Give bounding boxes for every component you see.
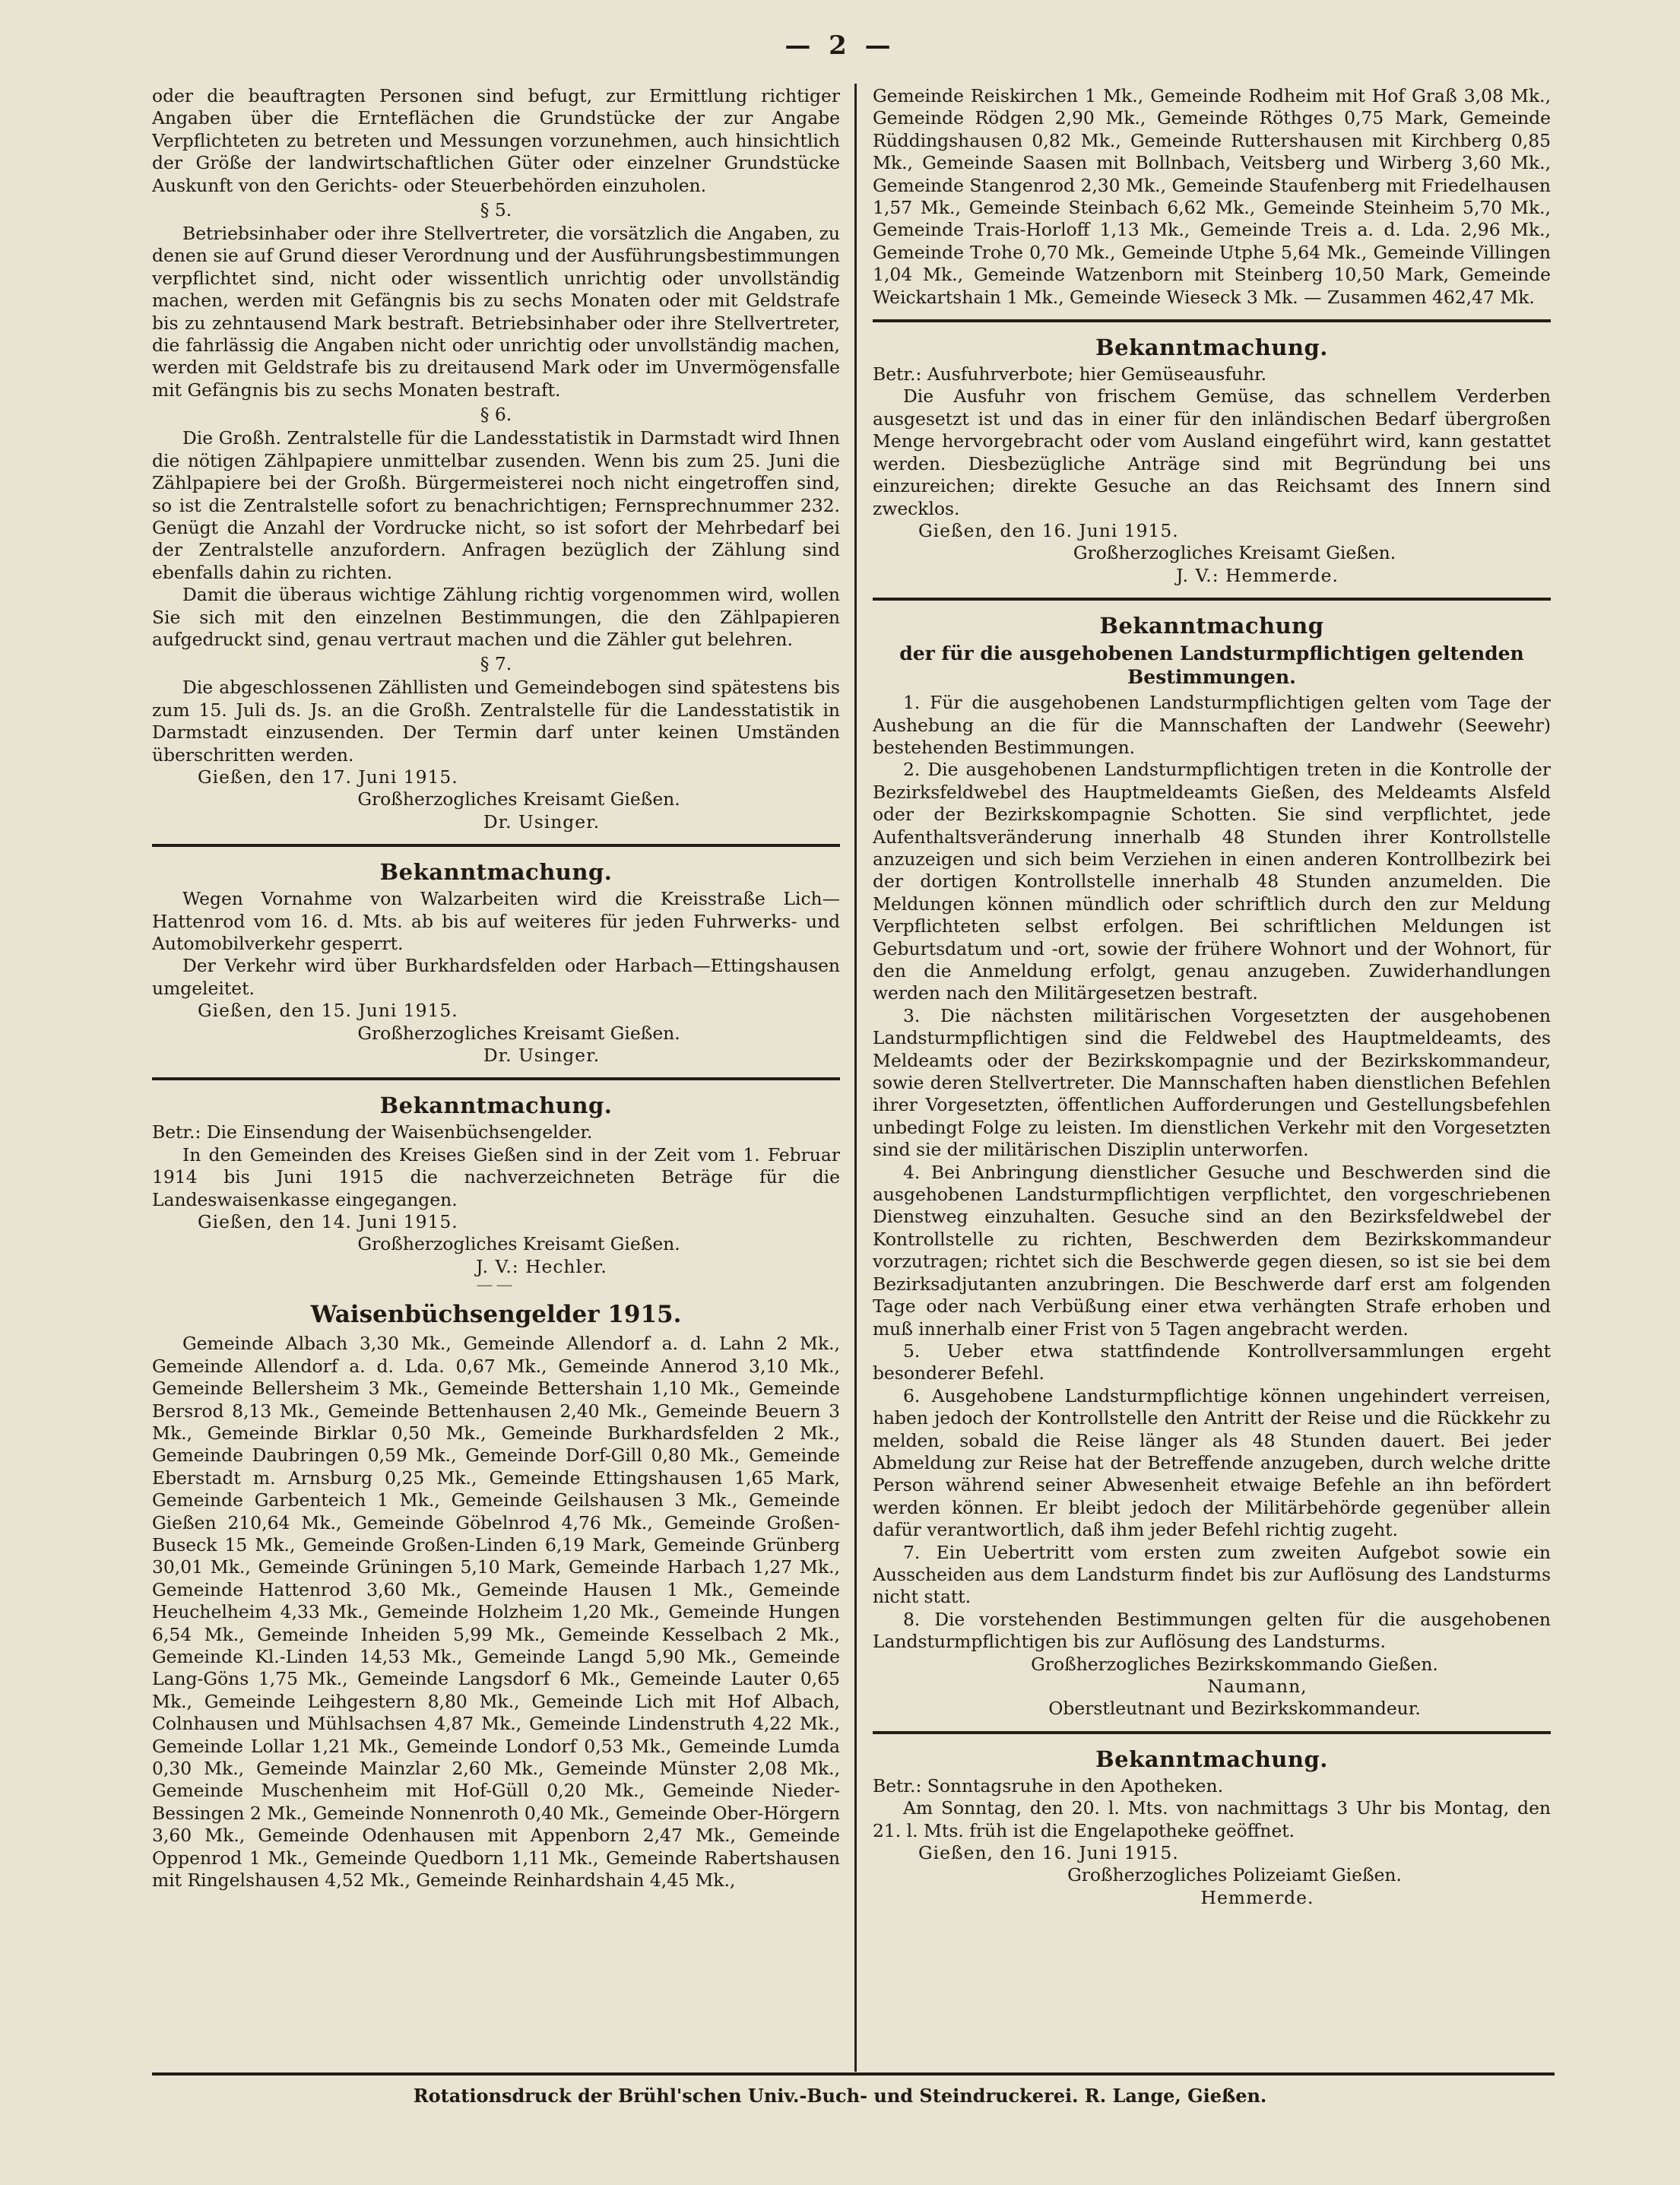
notice-4-signer-title: Oberstleutnant und Bezirkskommandeur. [1048,1698,1421,1720]
section-6-text-2: Damit die überaus wichtige Zählung richtig vorgenommen wird, wollen Sie sich mit den einzelnen Bestimmungen, die den Zählpapieren aufgedruckt sind, genau vertraut machen und die Zähler gut belehren. [152,584,840,650]
notice-5-subject: Betr.: Sonntagsruhe in den Apotheken. [873,1774,1224,1797]
notice-2-heading: Bekanntmachung. [379,1092,613,1119]
orphan-fund-list-continuation: Gemeinde Reiskirchen 1 Mk., Gemeinde Rodheim mit Hof Graß 3,08 Mk., Gemeinde Rödgen 2,90 Mk., Gemeinde Röthges 0,75 Mark, Gemeinde Rüddingshausen 0,82 Mk., Gemeinde Ruttershausen mit Kirchberg 0,85 Mk., Gemeinde Saasen mit Bollnbach, Veitsberg und Wirberg 3,60 Mk., Gemeinde Stangenrod 2,30 Mk., Gemeinde Staufenberg mit Friedelhausen 1,57 Mk., Gemeinde Steinbach 6,62 Mk., Gemeinde Steinheim 5,70 Mk., Gemeinde Trais-Horloff 1,13 Mk., Gemeinde Treis a. d. Lda. 2,96 Mk., Gemeinde Trohe 0,70 Mk., Gemeinde Utphe 5,64 Mk., Gemeinde Villingen 1,04 Mk., Gemeinde Watzenborn mit Steinberg 10,50 Mark, Gemeinde Weickartshain 1 Mk., Gemeinde Wieseck 3 Mk. — Zusammen 462,47 Mk. [873,85,1551,308]
notice-1-text-2: Der Verkehr wird über Burkhardsfelden oder Harbach—Ettingshausen umgeleitet. [152,955,840,999]
footer-rule [152,2072,1555,2076]
notice-4-signer: Naumann, [1207,1676,1308,1697]
notice-5-date: Gießen, den 16. Juni 1915. [918,1842,1179,1864]
separator-rule [873,1731,1551,1734]
section-7-title: § 7. [480,653,512,675]
section-7-office: Großherzogliches Kreisamt Gießen. [357,788,680,810]
notice-4-item-1: 1. Für die ausgehobenen Landsturmpflichtigen gelten vom Tage der Aushebung an die für die Mannschaften der Landwehr (Seewehr) bestehenden Bestimmungen. [873,692,1551,758]
section-4-continuation: oder die beauftragten Personen sind befugt, zur Ermittlung richtiger Angaben über die Ernteflächen die Grundstücke der zur Angabe Verpflichteten zu betreten und Messungen vorzunehmen, auch hinsichtlich der Größe der landwirtschaftlichen Güter oder einzelner Grundstücke Auskunft von den Gerichts- oder Steuerbehörden einzuholen. [152,85,840,196]
section-5-text: Betriebsinhaber oder ihre Stellvertreter, die vorsätzlich die Angaben, zu denen sie auf Grund dieser Verordnung und der Ausführungsbestimmungen verpflichtet sind, nicht oder wissentlich unrichtig oder unvollständig machen, werden mit Gefängnis bis zu sechs Monaten oder mit Geldstrafe bis zu zehntausend Mark bestraft. Betriebsinhaber oder ihre Stellvertreter, die fahrlässig die Angaben nicht oder unrichtig oder unvollständig machen, werden mit Geldstrafe bis zu dreitausend Mark oder im Unvermögensfalle mit Gefängnis bis zu sechs Monaten bestraft. [152,223,840,401]
notice-4-item-7: 7. Ein Uebertritt vom ersten zum zweiten Aufgebot sowie ein Ausscheiden aus dem Landsturm findet bis zur Auflösung des Landsturms nicht statt. [873,1541,1551,1608]
notice-4-item-2: 2. Die ausgehobenen Landsturmpflichtigen treten in die Kontrolle der Bezirksfeldwebel des Hauptmeldeamts Gießen, des Meldeamts Alsfeld oder der Bezirkskompagnie Schotten. Sie sind verpflichtet, jede Aufenthaltsveränderung innerhalb 48 Stunden ihrer Kontrollstelle anzuzeigen und sich beim Verziehen in einen anderen Kontrollbezirk bei der dortigen Kontrollstelle innerhalb 48 Stunden anzumelden. Die Meldungen können mündlich oder schriftlich durch den zur Meldung Verpflichteten selbst erfolgen. Bei schriftlichen Meldungen ist Geburtsdatum und -ort, sowie der frühere Wohnort und der Wohnort, für den die Anmeldung erfolgt, genau anzugeben. Zuwiderhandlungen werden nach den Militärgesetzen bestraft. [873,759,1551,1004]
notice-4-item-5: 5. Ueber etwa stattfindende Kontrollversammlungen ergeht besonderer Befehl. [873,1340,1551,1384]
section-7-text: Die abgeschlossenen Zähllisten und Gemeindebogen sind spätestens bis zum 15. Juli ds. Js. an die Großh. Zentralstelle für die Landesstatistik in Darmstadt einzusenden. Der Termin darf unter keinen Umständen überschritten werden. [152,677,840,766]
notice-4-office: Großherzogliches Bezirkskommando Gießen. [1031,1653,1438,1675]
notice-1-signer: Dr. Usinger. [483,1045,601,1067]
orphan-fund-list-title: Waisenbüchsengelder 1915. [310,1301,682,1329]
notice-2-date: Gießen, den 14. Juni 1915. [198,1211,458,1233]
notice-3-signer: J. V.: Hemmerde. [1176,564,1339,586]
notice-1-date: Gießen, den 15. Juni 1915. [198,1000,458,1022]
notice-3-office: Großherzogliches Kreisamt Gießen. [1073,542,1396,564]
notice-2-office: Großherzogliches Kreisamt Gießen. [357,1233,680,1255]
notice-2-text: In den Gemeinden des Kreises Gießen sind in der Zeit vom 1. Februar 1914 bis Juni 1915 die nachverzeichneten Beträge für die Landeswaisenkasse eingegangen. [152,1143,840,1210]
separator-rule [152,1077,840,1080]
notice-1-office: Großherzogliches Kreisamt Gießen. [357,1022,680,1044]
notice-3-heading: Bekanntmachung. [1095,335,1328,361]
separator-rule [873,598,1551,601]
printer-imprint: Rotationsdruck der Brühl'schen Univ.-Buch- und Steindruckerei. R. Lange, Gießen. [413,2085,1267,2107]
notice-4-item-3: 3. Die nächsten militärischen Vorgesetzten der ausgehobenen Landsturmpflichtigen sind die Feldwebel des Hauptmeldeamts, des Meldeamts oder der Bezirkskompagnie und der Bezirkskommandeur, sowie deren Stellvertreter. Die Mannschaften haben dienstlichen Befehlen ihrer Vorgesetzten, öffentlichen Aufforderungen und Gestellungsbefehlen unbedingt Folge zu leisten. Im dienstlichen Verkehr mit den Vorgesetzten sind sie der militärischen Disziplin unterworfen. [873,1004,1551,1161]
notice-3-date: Gießen, den 16. Juni 1915. [918,519,1179,541]
section-5-title: § 5. [480,199,512,221]
right-column [873,85,1551,1909]
notice-5-office: Großherzogliches Polizeiamt Gießen. [1067,1864,1402,1886]
section-7-date: Gießen, den 17. Juni 1915. [198,766,458,788]
section-6-text: Die Großh. Zentralstelle für die Landesstatistik in Darmstadt wird Ihnen die nötigen Zählpapiere unmittelbar zusenden. Wenn bis zum 25. Juni die Zählpapiere bei der Großh. Bürgermeisterei noch nicht eingetroffen sind, so ist die Zentralstelle sofort zu benachrichtigen; Fernsprechnummer 232. Genügt die Anzahl der Vordrucke nicht, so ist sofort der Mehrbedarf bei der Zentralstelle anzufordern. Anfragen bezüglich der Zählung sind ebenfalls dahin zu richten. [152,427,840,583]
separator-rule [873,319,1551,322]
left-column [152,85,840,1892]
notice-4-heading: Bekanntmachung [1099,613,1324,639]
section-7-signer: Dr. Usinger. [483,810,601,832]
notice-4-item-4: 4. Bei Anbringung dienstlicher Gesuche und Beschwerden sind die ausgehobenen Landsturmpflichtigen verpflichtet, den vorgeschriebenen Dienstweg einzuhalten. Gesuche sind an den Bezirksfeldwebel der Kontrollstelle zu richten, Beschwerden dem Bezirkskommandeur vorzutragen; richtet sich die Beschwerde gegen diesen, so ist sie bei dem Bezirksadjutanten anzubringen. Die Beschwerde darf erst am folgenden Tage oder nach Verbüßung einer etwa verhängten Strafe erhoben und muß innerhalb einer Frist von 5 Tagen angebracht werden. [873,1161,1551,1340]
notice-5-heading: Bekanntmachung. [1095,1746,1328,1772]
separator-rule [152,844,840,847]
notice-3-subject: Betr.: Ausfuhrverbote; hier Gemüseausfuhr. [873,363,1267,385]
notice-1-heading: Bekanntmachung. [379,859,613,886]
notice-2-subject: Betr.: Die Einsendung der Waisenbüchsengelder. [152,1121,593,1143]
notice-2-signer: J. V.: Hechler. [476,1255,607,1277]
notice-5-text: Am Sonntag, den 20. l. Mts. von nachmittags 3 Uhr bis Montag, den 21. l. Mts. früh ist die Engelapotheke geöffnet. [873,1797,1551,1841]
notice-4-item-6: 6. Ausgehobene Landsturmpflichtige können ungehindert verreisen, haben jedoch der Kontrollstelle den Antritt der Reise und die Rückkehr zu melden, sobald die Reise länger als 48 Stunden dauert. Bei jeder Abmeldung zur Reise hat der Betreffende anzugeben, durch welche dritte Person während seiner Abwesenheit etwaige Befehle an ihn befördert werden können. Er bleibt jedoch der Militärbehörde gegenüber allein dafür verantwortlich, daß ihm jeder Befehl richtig zugeht. [873,1384,1551,1541]
section-6-title: § 6. [480,404,512,426]
notice-3-text: Die Ausfuhr von frischem Gemüse, das schnellem Verderben ausgesetzt ist und das in einer für den inländischen Bedarf übergroßen Menge hervorgebracht oder vom Ausland eingeführt wird, kann gestattet werden. Diesbezügliche Anträge sind mit Begründung bei uns einzureichen; direkte Gesuche an das Reichsamt des Innern sind zwecklos. [873,385,1551,519]
column-divider [854,84,857,2072]
decorative-divider: —— [476,1276,516,1295]
page-number: — 2 — [785,30,895,61]
orphan-fund-list: Gemeinde Albach 3,30 Mk., Gemeinde Allendorf a. d. Lahn 2 Mk., Gemeinde Allendorf a. d. Lda. 0,67 Mk., Gemeinde Annerod 3,10 Mk., Gemeinde Bellersheim 3 Mk., Gemeinde Bettershain 1,10 Mk., Gemeinde Bersrod 8,13 Mk., Gemeinde Bettenhausen 2,40 Mk., Gemeinde Beuern 3 Mk., Gemeinde Birklar 0,50 Mk., Gemeinde Burkhardsfelden 2 Mk., Gemeinde Daubringen 0,59 Mk., Gemeinde Dorf-Gill 0,80 Mk., Gemeinde Eberstadt m. Arnsburg 0,25 Mk., Gemeinde Ettingshausen 1,65 Mark, Gemeinde Garbenteich 1 Mk., Gemeinde Geilshausen 3 Mk., Gemeinde Gießen 210,64 Mk., Gemeinde Göbelnrod 4,76 Mk., Gemeinde Großen-Buseck 15 Mk., Gemeinde Großen-Linden 6,19 Mark, Gemeinde Grünberg 30,01 Mk., Gemeinde Grüningen 5,10 Mark, Gemeinde Harbach 1,27 Mk., Gemeinde Hattenrod 3,60 Mk., Gemeinde Hausen 1 Mk., Gemeinde Heuchelheim 4,33 Mk., Gemeinde Holzheim 1,20 Mk., Gemeinde Hungen 6,54 Mk., Gemeinde Inheiden 5,99 Mk., Gemeinde Kesselbach 2 Mk., Gemeinde Kl.-Linden 14,53 Mk., Gemeinde Langd 5,90 Mk., Gemeinde Lang-Göns 1,75 Mk., Gemeinde Langsdorf 6 Mk., Gemeinde Lauter 0,65 Mk., Gemeinde Leihgestern 8,80 Mk., Gemeinde Lich mit Hof Albach, Colnhausen und Mühlsachsen 4,87 Mk., Gemeinde Lindenstruth 4,22 Mk., Gemeinde Lollar 1,21 Mk., Gemeinde Londorf 0,53 Mk., Gemeinde Lumda 0,30 Mk., Gemeinde Mainzlar 2,60 Mk., Gemeinde Münster 2,08 Mk., Gemeinde Muschenheim mit Hof-Güll 0,20 Mk., Gemeinde Nieder-Bessingen 2 Mk., Gemeinde Nonnenroth 0,40 Mk., Gemeinde Ober-Hörgern 3,60 Mk., Gemeinde Odenhausen mit Appenborn 2,47 Mk., Gemeinde Oppenrod 1 Mk., Gemeinde Quedborn 1,11 Mk., Gemeinde Rabertshausen mit Ringelshausen 4,52 Mk., Gemeinde Reinhardshain 4,45 Mk., [152,1333,840,1892]
notice-5-signer: Hemmerde. [1200,1886,1314,1908]
notice-4-item-8: 8. Die vorstehenden Bestimmungen gelten für die ausgehobenen Landsturmpflichtigen bis zur Auflösung des Landsturms. [873,1608,1551,1653]
notice-4-subheading: der für die ausgehobenen Landsturmpflichtigen geltenden Bestimmungen. [899,642,1524,689]
notice-1-text: Wegen Vornahme von Walzarbeiten wird die Kreisstraße Lich—Hattenrod vom 16. d. Mts. ab bis auf weiteres für jeden Fuhrwerks- und Automobilverkehr gesperrt. [152,888,840,954]
